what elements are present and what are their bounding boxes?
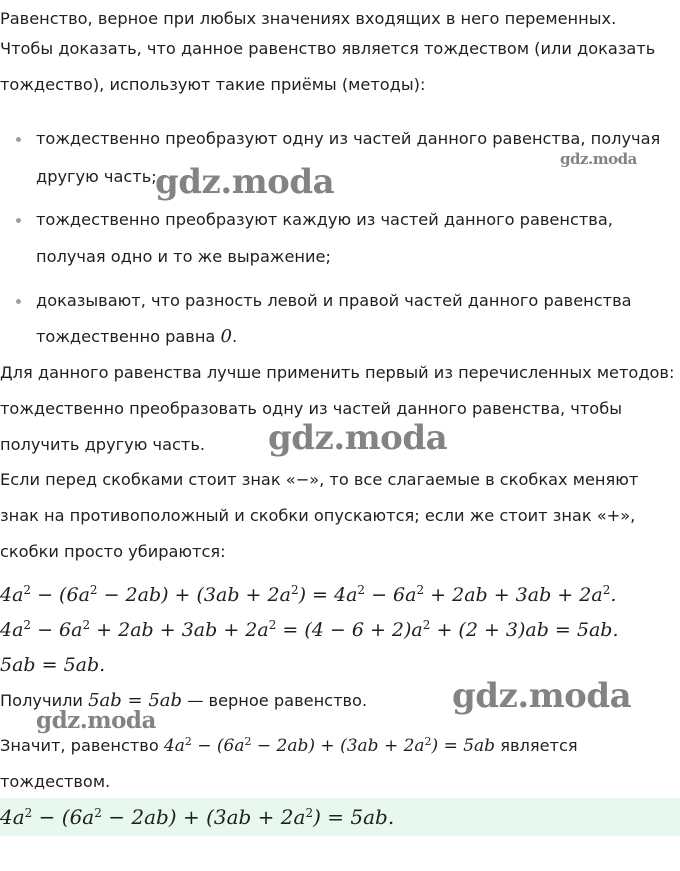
bullet-dot [16, 218, 21, 223]
sign-rule-line-1: Если перед скобками стоит знак «−», то все слагаемые в скобках меняют [0, 470, 639, 489]
intro-line-1: Чтобы доказать, что данное равенство является тождеством (или доказать [0, 39, 656, 58]
period: . [231, 327, 238, 346]
equation-line-1: $4a^2 - (6a^2 - 2ab) + (3ab + 2a^2) = 4a^2 - 6a^2 + 2ab + 3ab + 2a^2$. [0, 583, 617, 606]
conclusion-line-1 [0, 735, 578, 757]
watermark: gdz.moda [155, 162, 335, 202]
bullet-1-line-1: тождественно преобразуют одну из частей данного равенства, получая [36, 129, 661, 148]
result-math: 5ab = 5ab [88, 690, 183, 711]
result-text-start: Получили [0, 691, 83, 710]
bullet-3-text: тождественно равна [36, 327, 216, 346]
result-text-end: — верное равенство. [187, 691, 368, 710]
watermark: gdz.moda [452, 676, 632, 716]
equation-line-3: 5ab = 5ab. [0, 654, 106, 676]
conclusion-line-2: тождеством. [0, 772, 111, 791]
conclusion-math: $4a^2 - (6a^2 - 2ab) + (3ab + 2a^2) = 5ab$ [163, 735, 496, 756]
watermark: gdz.moda [268, 418, 448, 458]
method-line-2: тождественно преобразовать одну из частей данного равенства, чтобы [0, 399, 622, 418]
final-answer: $4a^2 - (6a^2 - 2ab) + (3ab + 2a^2) = 5ab$. [0, 805, 395, 829]
method-line-3: получить другую часть. [0, 435, 206, 454]
equation-line-2: $4a^2 - 6a^2 + 2ab + 3ab + 2a^2 = (4 - 6 + 2)a^2 + (2 + 3)ab = 5ab$. [0, 618, 619, 641]
conclusion-text-end: является [500, 736, 578, 755]
bullet-dot [16, 299, 21, 304]
method-line-1: Для данного равенства лучше применить первый из перечисленных методов: [0, 363, 675, 382]
watermark: gdz.moda [560, 150, 637, 168]
bullet-1-line-2: другую часть; [36, 167, 157, 186]
definition-text: Равенство, верное при любых значениях входящих в него переменных. [0, 9, 617, 28]
bullet-2-line-1: тождественно преобразуют каждую из частей данного равенства, [36, 210, 613, 229]
bullet-3-line-2 [36, 326, 237, 348]
bullet-3-line-1: доказывают, что разность левой и правой частей данного равенства [36, 291, 632, 310]
bullet-dot [16, 137, 21, 142]
watermark: gdz.moda [36, 707, 156, 734]
sign-rule-line-2: знак на противоположный и скобки опускаются; если же стоит знак «+», [0, 506, 636, 525]
conclusion-text-start: Значит, равенство [0, 736, 159, 755]
sign-rule-line-3: скобки просто убираются: [0, 542, 226, 561]
intro-line-2: тождество), используют такие приёмы (методы): [0, 75, 426, 94]
bullet-2-line-2: получая одно и то же выражение; [36, 247, 331, 266]
zero-math: 0 [220, 326, 232, 347]
